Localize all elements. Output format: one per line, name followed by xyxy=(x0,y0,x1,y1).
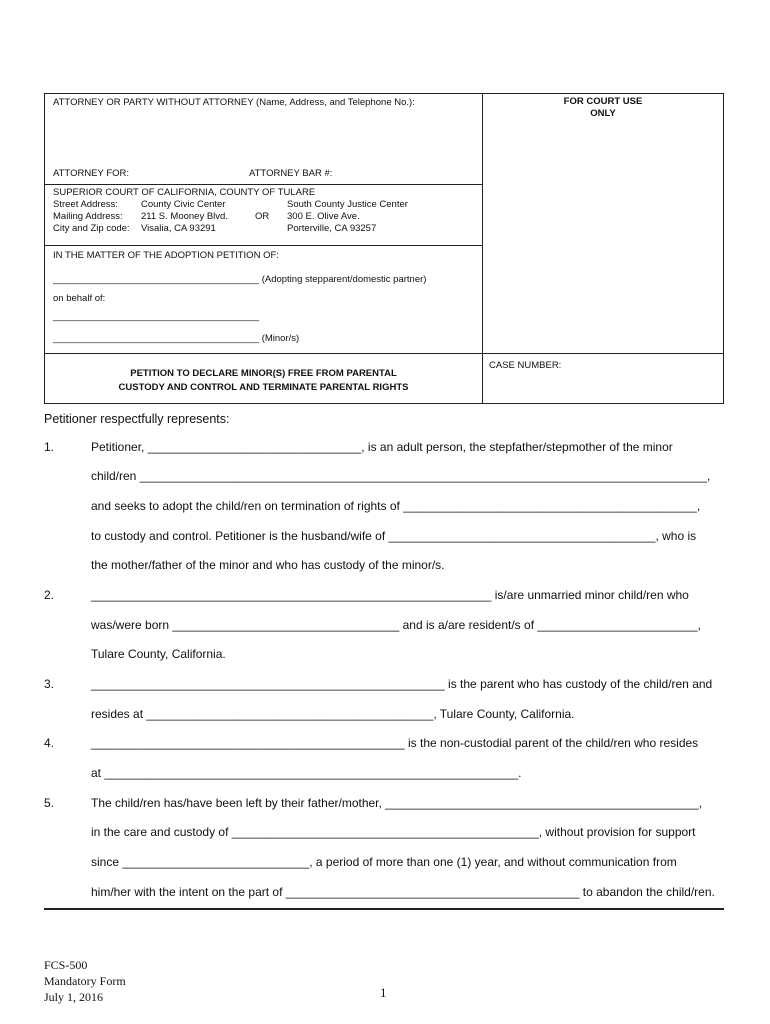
form-id: FCS-500 xyxy=(44,958,88,972)
paragraph-line: and seeks to adopt the child/ren on termination of rights of ____________________________________________, xyxy=(91,499,701,513)
court-use-line: ONLY xyxy=(590,108,616,119)
item-number: 5. xyxy=(44,796,55,810)
case-number-label: CASE NUMBER: xyxy=(489,360,562,371)
paragraph-line: the mother/father of the minor and who has custody of the minor/s. xyxy=(91,558,445,572)
on-behalf-label: on behalf of: xyxy=(53,293,106,304)
mandatory-label: Mandatory Form xyxy=(44,974,126,988)
paragraph-line: resides at ___________________________________________, Tulare County, California. xyxy=(91,707,575,721)
minor-name-field[interactable]: _______________________________________ xyxy=(53,311,260,322)
paragraph-line: to custody and control. Petitioner is the husband/wife of ________________________________________, who is xyxy=(91,529,697,543)
item-number: 2. xyxy=(44,588,55,602)
paragraph-line: Tulare County, California. xyxy=(91,647,226,661)
paragraph-line: _____________________________________________________ is the parent who has custody of the child/ren and xyxy=(91,677,713,691)
rule xyxy=(45,353,723,354)
caption-divider xyxy=(482,94,483,403)
street-label: Street Address: xyxy=(53,199,118,210)
loc2-city: Porterville, CA 93257 xyxy=(287,223,377,234)
loc1-mailing: 211 S. Mooney Blvd. xyxy=(141,211,228,222)
paragraph-line: at ______________________________________________________________. xyxy=(91,766,522,780)
paragraph-line: child/ren _____________________________________________________________________________________, xyxy=(91,469,711,483)
mailing-label: Mailing Address: xyxy=(53,211,123,222)
intro-text: Petitioner respectfully represents: xyxy=(44,412,230,426)
rule xyxy=(45,184,482,185)
paragraph-line: The child/ren has/have been left by their father/mother, _______________________________________________, xyxy=(91,796,703,810)
rule xyxy=(45,245,482,246)
paragraph-line: was/were born __________________________________ and is a/are resident/s of ________________________, xyxy=(91,618,701,632)
matter-label: IN THE MATTER OF THE ADOPTION PETITION OF: xyxy=(53,250,279,261)
loc1-city: Visalia, CA 93291 xyxy=(141,223,216,234)
caption-box xyxy=(44,93,724,404)
court-use-label xyxy=(483,96,723,120)
attorney-bar-label: ATTORNEY BAR #: xyxy=(249,168,333,179)
paragraph-line: in the care and custody of ______________________________________________, without provision for support xyxy=(91,825,696,839)
item-number: 3. xyxy=(44,677,55,691)
court-use-line: FOR COURT USE xyxy=(563,96,643,107)
petition-title xyxy=(45,367,482,395)
paragraph-line: ____________________________________________________________ is/are unmarried minor child/ren who xyxy=(91,588,689,602)
loc2-mailing: 300 E. Olive Ave. xyxy=(287,211,360,222)
stepparent-field[interactable]: _______________________________________ (Adopting stepparent/domestic partner) xyxy=(53,274,427,285)
page-number: 1 xyxy=(380,985,387,1000)
loc2-street: South County Justice Center xyxy=(287,199,408,210)
paragraph-line: _______________________________________________ is the non-custodial parent of the child/ren who resides xyxy=(91,736,699,750)
footer-rule xyxy=(44,908,724,910)
item-number: 4. xyxy=(44,736,55,750)
form-footer xyxy=(44,957,126,1005)
court-name: SUPERIOR COURT OF CALIFORNIA, COUNTY OF TULARE xyxy=(53,187,316,198)
paragraph-line: him/her with the intent on the part of ____________________________________________ to abandon the child/ren. xyxy=(91,885,715,899)
attorney-label: ATTORNEY OR PARTY WITHOUT ATTORNEY (Name, Address, and Telephone No.): xyxy=(53,97,415,108)
minors-field[interactable]: _______________________________________ (Minor/s) xyxy=(53,333,300,344)
or-label: OR xyxy=(255,211,270,222)
paragraph-line: since ____________________________, a period of more than one (1) year, and without communication from xyxy=(91,855,677,869)
city-label: City and Zip code: xyxy=(53,223,130,234)
form-date: July 1, 2016 xyxy=(44,990,104,1004)
petition-title-line: PETITION TO DECLARE MINOR(S) FREE FROM PARENTAL xyxy=(130,368,397,379)
attorney-for-label: ATTORNEY FOR: xyxy=(53,168,130,179)
paragraph-line: Petitioner, ________________________________, is an adult person, the stepfather/stepmother of the minor xyxy=(91,440,673,454)
item-number: 1. xyxy=(44,440,55,454)
loc1-street: County Civic Center xyxy=(141,199,226,210)
petition-title-line: CUSTODY AND CONTROL AND TERMINATE PARENTAL RIGHTS xyxy=(118,382,409,393)
